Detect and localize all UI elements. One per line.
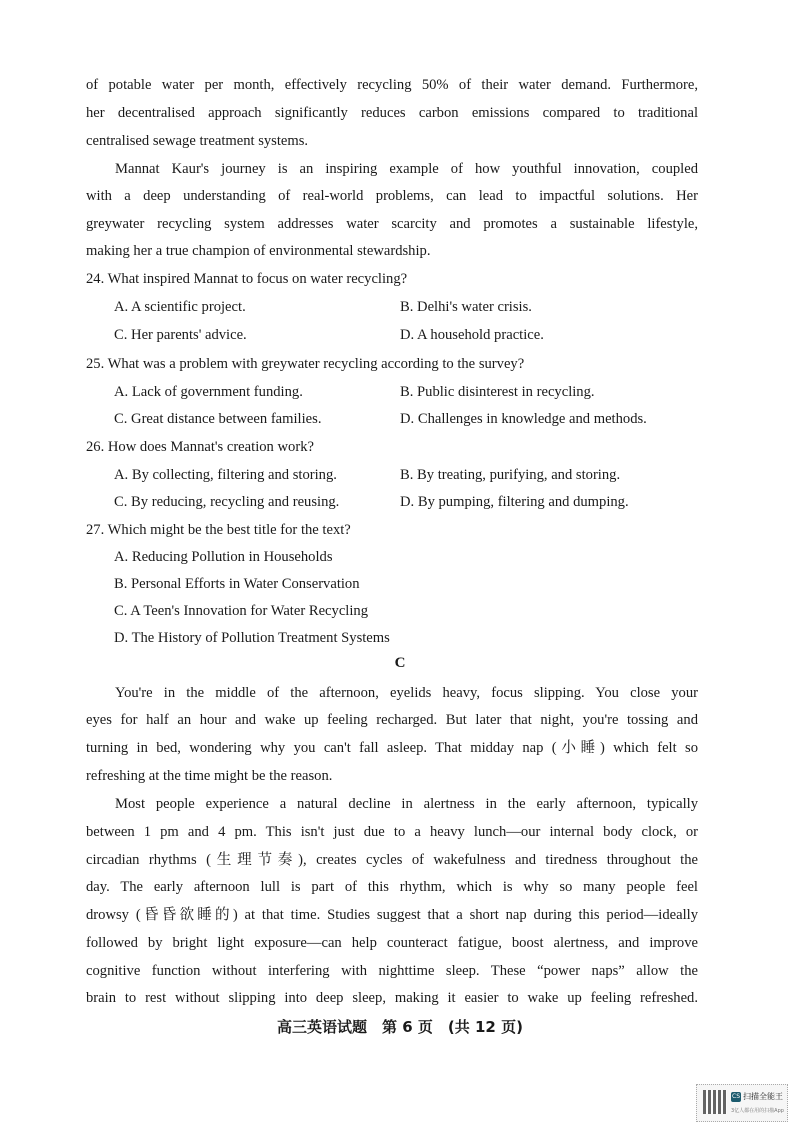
camscanner-logo-icon: CS xyxy=(732,1093,740,1100)
text-line: drowsy (昏昏欲睡的) at that time. Studies suggest that a short nap during this period—ideally xyxy=(86,907,698,923)
scanner-watermark xyxy=(696,1084,788,1122)
text-line: You're in the middle of the afternoon, eyelids heavy, focus slipping. You close your xyxy=(115,685,698,701)
text-line: circadian rhythms (生理节奏), creates cycles of wakefulness and tiredness throughout the xyxy=(86,852,698,868)
watermark-label: 扫描全能王 xyxy=(743,1092,783,1101)
option: D. A household practice. xyxy=(400,327,544,343)
text-line: day. The early afternoon lull is part of this rhythm, which is why so many people feel xyxy=(86,879,698,895)
text-line: eyes for half an hour and wake up feeling recharged. But later that night, you're tossing and xyxy=(86,712,698,728)
text-line: centralised sewage treatment systems. xyxy=(86,133,309,149)
qr-code-icon xyxy=(703,1090,727,1114)
text-line: cognitive function without interfering with nighttime sleep. These “power naps” allow the xyxy=(86,963,698,979)
text-line: between 1 pm and 4 pm. This isn't just due to a heavy lunch—our internal body clock, or xyxy=(86,824,698,840)
question-25-stem: 25. What was a problem with greywater recycling according to the survey? xyxy=(86,356,525,372)
option: B. By treating, purifying, and storing. xyxy=(400,467,621,483)
text-line: refreshing at the time might be the reason. xyxy=(86,768,333,784)
option: C. Her parents' advice. xyxy=(114,327,247,343)
option: C. A Teen's Innovation for Water Recycling xyxy=(114,603,369,619)
text-line: followed by bright light exposure—can help counteract fatigue, boost alertness, and improve xyxy=(86,935,698,951)
text-line: brain to rest without slipping into deep sleep, making it easier to wake up feeling refreshed. xyxy=(86,990,698,1006)
option: A. By collecting, filtering and storing. xyxy=(114,467,337,483)
question-26-stem: 26. How does Mannat's creation work? xyxy=(86,439,314,455)
text-line: greywater recycling system addresses water scarcity and promotes a sustainable lifestyle, xyxy=(86,216,698,232)
text-line: turning in bed, wondering why you can't fall asleep. That midday nap (小睡) which felt so xyxy=(86,740,698,756)
option: B. Public disinterest in recycling. xyxy=(400,384,595,400)
page-footer: 高三英语试题 第 6 页 (共 12 页) xyxy=(277,1018,523,1036)
option: A. Lack of government funding. xyxy=(114,384,303,400)
text-line: of potable water per month, effectively recycling 50% of their water demand. Furthermore, xyxy=(86,77,698,93)
question-27-stem: 27. Which might be the best title for the text? xyxy=(86,522,351,538)
option: A. A scientific project. xyxy=(114,299,246,315)
option: B. Delhi's water crisis. xyxy=(400,299,532,315)
watermark-sub: 3亿人都在用的扫描App xyxy=(731,1108,784,1114)
option: C. Great distance between families. xyxy=(114,411,322,427)
text-line: making her a true champion of environmental stewardship. xyxy=(86,243,431,259)
option: D. The History of Pollution Treatment Systems xyxy=(114,630,390,646)
question-24-stem: 24. What inspired Mannat to focus on water recycling? xyxy=(86,271,408,287)
text-line: her decentralised approach significantly reduces carbon emissions compared to traditional xyxy=(86,105,698,121)
text-line: Most people experience a natural decline in alertness in the early afternoon, typically xyxy=(115,796,698,812)
option: A. Reducing Pollution in Households xyxy=(114,549,333,565)
option: D. By pumping, filtering and dumping. xyxy=(400,494,629,510)
option: D. Challenges in knowledge and methods. xyxy=(400,411,647,427)
option: C. By reducing, recycling and reusing. xyxy=(114,494,340,510)
option: B. Personal Efforts in Water Conservation xyxy=(114,576,360,592)
text-line: with a deep understanding of real-world problems, can lead to impactful solutions. Her xyxy=(86,188,698,204)
text-line: Mannat Kaur's journey is an inspiring example of how youthful innovation, coupled xyxy=(115,161,698,177)
section-c-heading: C xyxy=(394,655,406,671)
